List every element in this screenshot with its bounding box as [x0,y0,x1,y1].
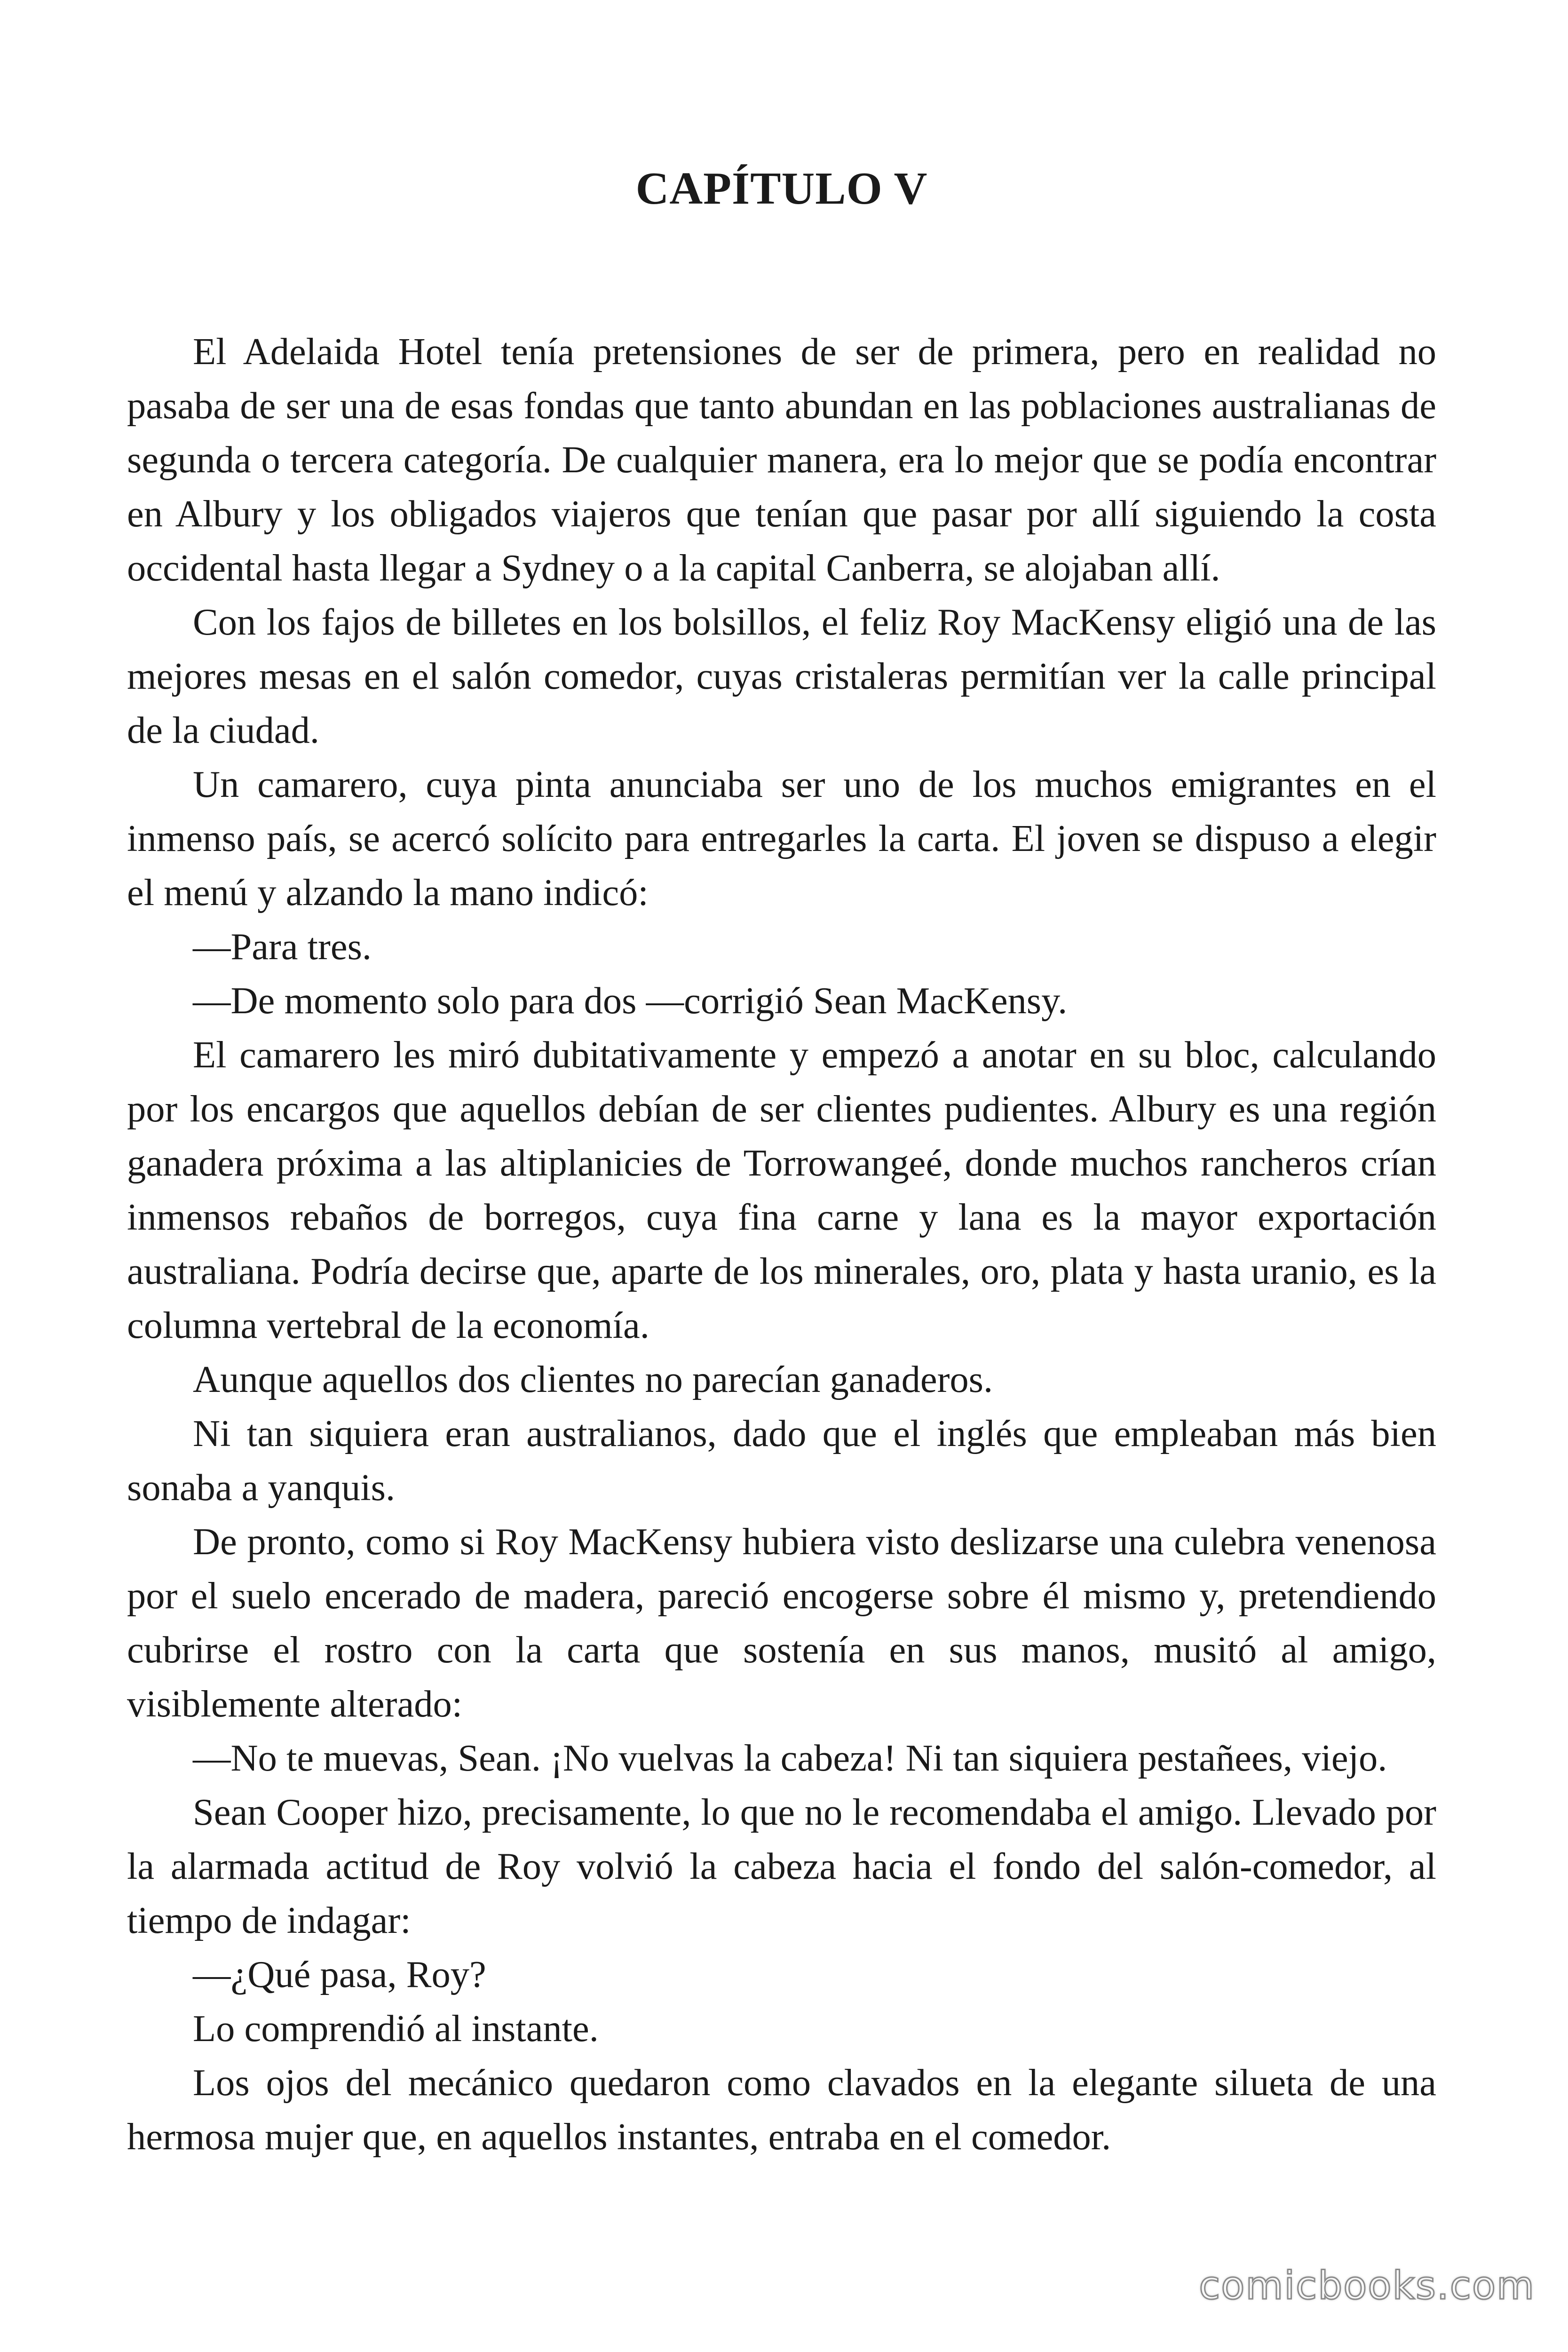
paragraph: Lo comprendió al instante. [193,2008,599,2050]
dialogue-line: —Para tres. [193,926,372,968]
paragraph: Aunque aquellos dos clientes no parecían ganaderos. [193,1359,993,1400]
paragraph: Los ojos del mecánico quedaron como clavados en la elegante silueta de una hermosa mujer que, en aquellos instantes, entraba en el comedor. [127,2062,1436,2158]
paragraph: El camarero les miró dubitativamente y empezó a anotar en su bloc, calculando por los encargos que aquellos debían de ser clientes pudientes. Albury es una región ganadera próxima a las altiplanicies de Torrowangeé, donde muchos rancheros crían inmensos rebaños de borregos, cuya fina carne y lana es la mayor exportación australiana. Podría decirse que, aparte de los minerales, oro, plata y hasta uranio, es la columna vertebral de la economía. [127,1034,1436,1346]
dialogue-line: —No te muevas, Sean. ¡No vuelvas la cabeza! Ni tan siquiera pestañees, viejo. [193,1737,1387,1779]
dialogue-line: —¿Qué pasa, Roy? [193,1954,486,1995]
paragraph: El Adelaida Hotel tenía pretensiones de ser de primera, pero en realidad no pasaba de ser una de esas fondas que tanto abundan en las poblaciones australianas de segunda o tercera categoría. De cualquier manera, era lo mejor que se podía encontrar en Albury y los obligados viajeros que tenían que pasar por allí siguiendo la costa occidental hasta llegar a Sydney o a la capital Canberra, se alojaban allí. [127,331,1436,589]
book-page [127,0,1436,2352]
paragraph: De pronto, como si Roy MacKensy hubiera visto deslizarse una culebra venenosa por el suelo encerado de madera, pareció encogerse sobre él mismo y, pretendiendo cubrirse el rostro con la carta que sostenía en sus manos, musitó al amigo, visiblemente alterado: [127,1521,1436,1725]
paragraph: Con los fajos de billetes en los bolsillos, el feliz Roy MacKensy eligió una de las mejores mesas en el salón comedor, cuyas cristaleras permitían ver la calle principal de la ciudad. [127,601,1436,751]
chapter-body [127,325,1436,2164]
chapter-title: CAPÍTULO V [635,163,928,214]
dialogue-line: —De momento solo para dos —corrigió Sean MacKensy. [193,980,1068,1022]
paragraph: Un camarero, cuya pinta anunciaba ser uno de los muchos emigrantes en el inmenso país, se acercó solícito para entregarles la carta. El joven se dispuso a elegir el menú y alzando la mano indicó: [127,763,1436,914]
paragraph: Ni tan siquiera eran australianos, dado que el inglés que empleaban más bien sonaba a yanquis. [127,1413,1436,1509]
paragraph: Sean Cooper hizo, precisamente, lo que no le recomendaba el amigo. Llevado por la alarmada actitud de Roy volvió la cabeza hacia el fondo del salón-comedor, al tiempo de indagar: [127,1791,1436,1941]
site-watermark: comicbooks.com [1199,2264,1535,2308]
